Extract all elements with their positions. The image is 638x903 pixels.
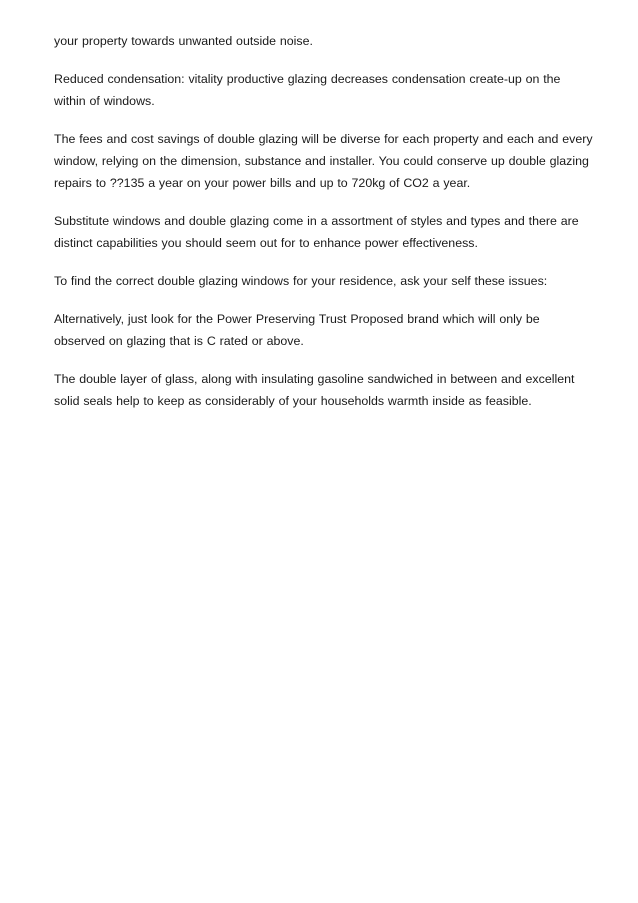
paragraph-find-windows: To find the correct double glazing windows for your residence, ask your self these issues: [54,274,548,288]
paragraph-costs: The fees and cost savings of double glazing will be diverse for each property and each and every window, relying on the dimension, substance and installer. You could conserve up double glazing repairs to ??135 a year on your power bills and up to 720kg of CO2 a year. [54,132,593,190]
paragraph-trust-brand: Alternatively, just look for the Power Preserving Trust Proposed brand which will only be observed on glazing that is C rated or above. [54,312,540,348]
paragraph-noise: your property towards unwanted outside noise. [54,34,313,48]
document-page [54,30,594,428]
paragraph-condensation: Reduced condensation: vitality productive glazing decreases condensation create-up on the within of windows. [54,72,561,108]
paragraph-substitute-windows: Substitute windows and double glazing come in a assortment of styles and types and there are distinct capabilities you should seem out for to enhance power effectiveness. [54,214,579,250]
paragraph-double-layer: The double layer of glass, along with insulating gasoline sandwiched in between and excellent solid seals help to keep as considerably of your households warmth inside as feasible. [54,372,575,408]
